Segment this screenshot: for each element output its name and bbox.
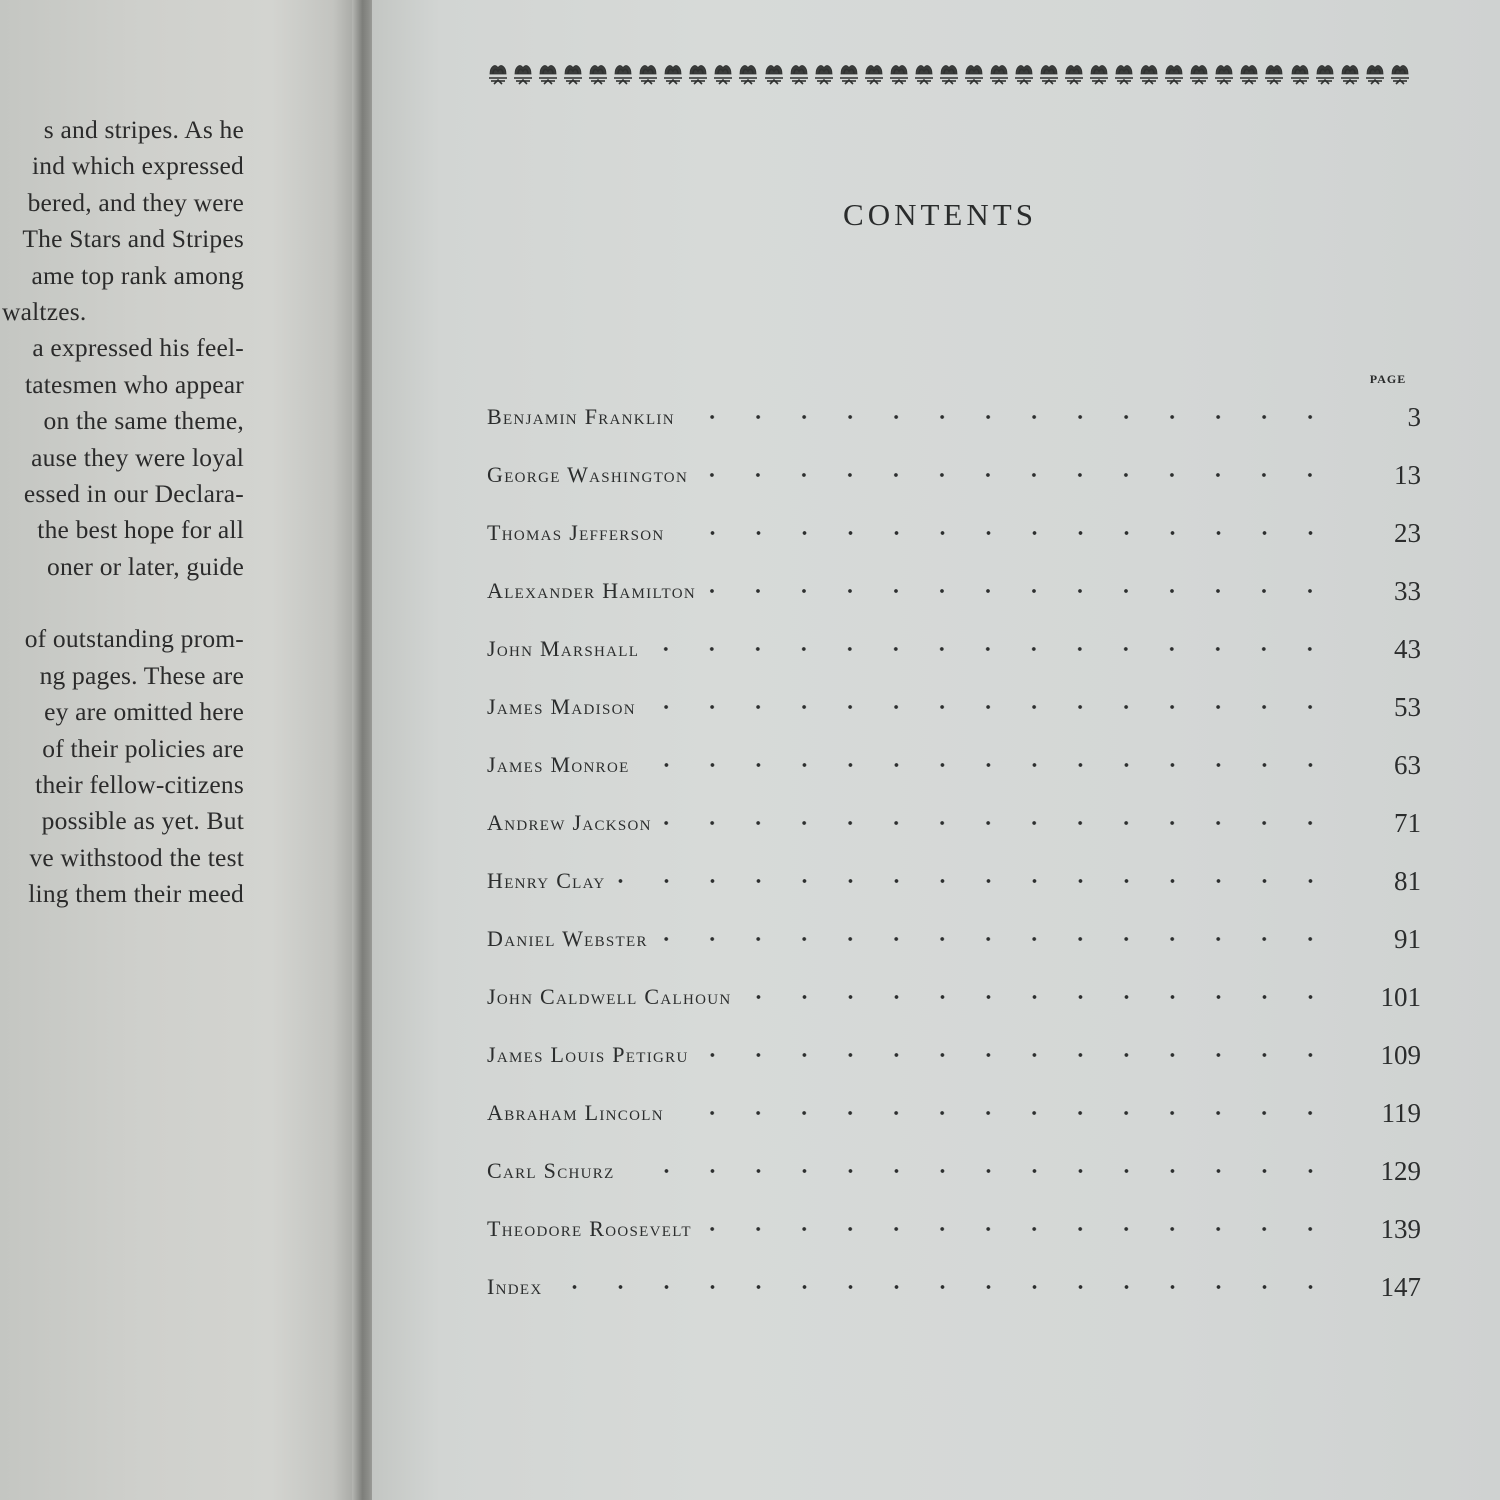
left-line: ling them their meed — [28, 879, 244, 909]
dot-leader — [656, 934, 1333, 944]
ornament-flower-icon — [487, 60, 509, 88]
ornament-flower-icon — [1289, 60, 1311, 88]
toc-entry-page: 129 — [1380, 1155, 1421, 1186]
contents-title: CONTENTS — [843, 197, 1037, 232]
ornament-flower-icon — [1063, 60, 1085, 88]
dot-leader — [672, 1108, 1333, 1118]
toc-entry — [487, 388, 1421, 446]
toc-entry — [487, 910, 1421, 968]
toc-entry-name: Benjamin Franklin — [487, 404, 675, 429]
toc-entry-name: Henry Clay — [487, 868, 606, 893]
toc-entry — [487, 852, 1421, 910]
toc-entry-name: Andrew Jackson — [487, 810, 652, 835]
toc-entry-page: 81 — [1394, 865, 1421, 896]
left-line: ame top rank among — [31, 260, 244, 290]
toc-entry-page: 13 — [1394, 459, 1421, 490]
left-line: ause they were loyal — [31, 442, 244, 472]
ornament-flower-icon — [612, 60, 634, 88]
dot-leader — [740, 992, 1333, 1002]
ornament-flower-icon — [1113, 60, 1135, 88]
toc-entry-name: Abraham Lincoln — [487, 1100, 664, 1125]
dot-leader — [614, 876, 1333, 886]
ornament-flower-icon — [813, 60, 835, 88]
dot-leader — [700, 1224, 1333, 1234]
ornament-flower-icon — [863, 60, 885, 88]
ornament-flower-icon — [763, 60, 785, 88]
ornament-flower-icon — [1263, 60, 1285, 88]
toc-entry-name: John Marshall — [487, 636, 640, 661]
dot-leader — [623, 1166, 1333, 1176]
left-line: waltzes. — [2, 296, 87, 326]
toc-entry-page: 147 — [1380, 1271, 1421, 1302]
decorative-border-ornament — [487, 56, 1411, 92]
toc-entry — [487, 562, 1421, 620]
toc-entry-page: 101 — [1380, 981, 1421, 1012]
left-line: essed in our Declara- — [23, 478, 244, 508]
ornament-flower-icon — [1314, 60, 1336, 88]
toc-entry-page: 119 — [1381, 1097, 1421, 1128]
ornament-flower-icon — [1013, 60, 1035, 88]
toc-entry — [487, 504, 1421, 562]
ornament-flower-icon — [913, 60, 935, 88]
ornament-flower-icon — [562, 60, 584, 88]
ornament-flower-icon — [988, 60, 1010, 88]
ornament-flower-icon — [662, 60, 684, 88]
toc-entry-name: John Caldwell Calhoun — [487, 984, 732, 1009]
ornament-flower-icon — [963, 60, 985, 88]
toc-entry-page: 43 — [1394, 633, 1421, 664]
left-line: ng pages. These are — [39, 660, 244, 690]
left-line: oner or later, guide — [47, 551, 244, 581]
left-line: on the same theme, — [43, 406, 244, 436]
ornament-flower-icon — [1238, 60, 1260, 88]
left-line: of outstanding prom- — [24, 624, 244, 654]
left-line: The Stars and Stripes — [22, 224, 244, 254]
toc-entry — [487, 1142, 1421, 1200]
dot-leader — [697, 1050, 1333, 1060]
toc-entry-page: 91 — [1394, 923, 1421, 954]
ornament-flower-icon — [1364, 60, 1386, 88]
ornament-flower-icon — [1038, 60, 1060, 88]
toc-entry-name: James Louis Petigru — [487, 1042, 689, 1067]
left-line: the best hope for all — [37, 515, 244, 545]
ornament-flower-icon — [1389, 60, 1411, 88]
toc-entry-name: Carl Schurz — [487, 1158, 615, 1183]
toc-entry-name: Alexander Hamilton — [487, 578, 697, 603]
ornament-flower-icon — [938, 60, 960, 88]
left-line: s and stripes. As he — [43, 115, 244, 144]
toc-entry-page: 109 — [1380, 1039, 1421, 1070]
ornament-flower-icon — [1088, 60, 1110, 88]
toc-entry — [487, 736, 1421, 794]
toc-entry — [487, 678, 1421, 736]
toc-entry-name: Theodore Roosevelt — [487, 1216, 692, 1241]
toc-entry — [487, 446, 1421, 504]
ornament-flower-icon — [1188, 60, 1210, 88]
ornament-flower-icon — [587, 60, 609, 88]
left-line: their fellow-citizens — [35, 770, 244, 800]
left-line: ey are omitted here — [44, 697, 244, 727]
toc-entry-name: George Washington — [487, 462, 689, 487]
left-book-page — [0, 0, 362, 1500]
ornament-flower-icon — [1339, 60, 1361, 88]
toc-entry-page: 3 — [1407, 401, 1421, 432]
toc-entry-name: James Madison — [487, 694, 636, 719]
dot-leader — [673, 528, 1334, 538]
ornament-flower-icon — [637, 60, 659, 88]
toc-entry-name: Daniel Webster — [487, 926, 648, 951]
ornament-flower-icon — [838, 60, 860, 88]
dot-leader — [551, 1282, 1334, 1292]
dot-leader — [704, 586, 1333, 596]
dot-leader — [696, 470, 1333, 480]
table-of-contents — [487, 388, 1421, 1316]
toc-entry — [487, 1026, 1421, 1084]
toc-entry-page: 63 — [1394, 749, 1421, 780]
left-line: ind which expressed — [32, 151, 244, 181]
toc-entry — [487, 1200, 1421, 1258]
left-line: a expressed his feel- — [32, 333, 244, 363]
toc-entry — [487, 1084, 1421, 1142]
toc-entry-page: 23 — [1394, 517, 1421, 548]
left-line: tatesmen who appear — [24, 369, 244, 399]
toc-entry — [487, 794, 1421, 852]
left-line: bered, and they were — [27, 187, 244, 217]
left-line: of their policies are — [42, 733, 244, 763]
toc-entry-page: 53 — [1394, 691, 1421, 722]
page-column-heading: PAGE — [1369, 372, 1407, 386]
toc-entry-name: James Monroe — [487, 752, 630, 777]
toc-entry-name: Thomas Jefferson — [487, 520, 665, 545]
dot-leader — [660, 818, 1333, 828]
toc-entry — [487, 1258, 1421, 1316]
toc-entry — [487, 968, 1421, 1026]
toc-entry-name: Index — [487, 1274, 543, 1299]
ornament-flower-icon — [687, 60, 709, 88]
ornament-flower-icon — [888, 60, 910, 88]
dot-leader — [638, 760, 1333, 770]
ornament-flower-icon — [737, 60, 759, 88]
ornament-flower-icon — [1138, 60, 1160, 88]
ornament-flower-icon — [712, 60, 734, 88]
toc-entry-page: 139 — [1380, 1213, 1421, 1244]
dot-leader — [644, 702, 1333, 712]
dot-leader — [647, 644, 1333, 654]
toc-entry-page: 33 — [1394, 575, 1421, 606]
ornament-flower-icon — [537, 60, 559, 88]
toc-entry-page: 71 — [1394, 807, 1421, 838]
dot-leader — [683, 412, 1333, 422]
left-line: ve withstood the test — [29, 842, 244, 872]
left-line: possible as yet. But — [41, 806, 244, 836]
left-line — [0, 585, 244, 621]
ornament-flower-icon — [1213, 60, 1235, 88]
ornament-flower-icon — [788, 60, 810, 88]
left-page-text — [0, 112, 244, 913]
ornament-flower-icon — [512, 60, 534, 88]
ornament-flower-icon — [1163, 60, 1185, 88]
toc-entry — [487, 620, 1421, 678]
